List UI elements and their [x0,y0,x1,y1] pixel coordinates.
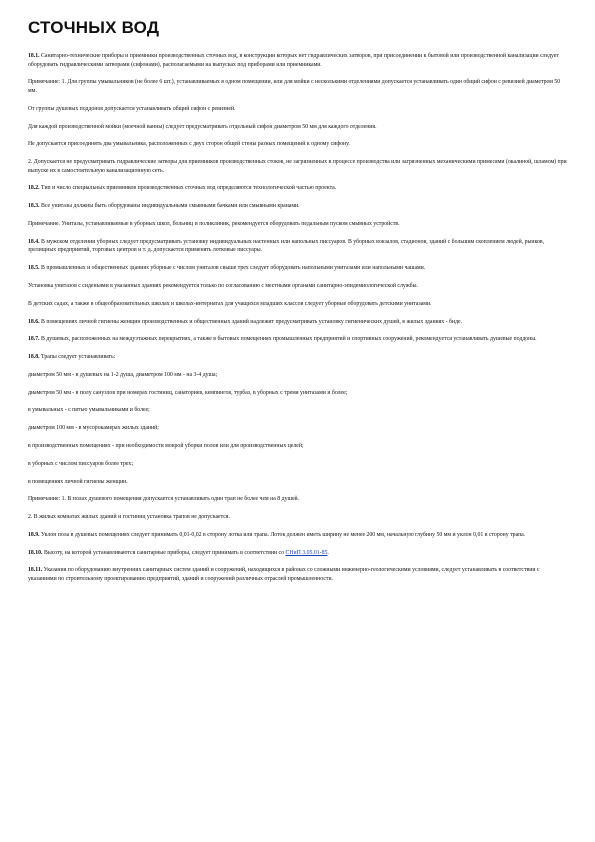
paragraph-text: Установка унитазов с сиденьями в указанных зданиях рекомендуется только по согласованию с местными органами санитарно-эпидемиологической службы. [28,282,418,289]
paragraph-text: в умывальных - с пятью умывальниками и более; [28,407,150,414]
paragraph-text: В промышленных и общественных зданиях уборные с числом унитазов свыше трех следует оборудовать напольными унитазами или напольными чашами. [39,265,426,272]
paragraph-text: в помещениях личной гигиены женщин. [28,478,128,485]
paragraph [28,566,568,583]
paragraph [28,123,568,132]
paragraph [28,495,568,504]
paragraph-text: диаметром 50 мм - в полу санузлов при номерах гостиниц, санаториев, кемпингов, турбаз, в уборных с тремя унитазами и более; [28,389,348,396]
section-number: 18.5. [28,265,40,272]
paragraph [28,52,568,69]
paragraph-text: Не допускается присоединять два умывальника, расположенных с двух сторон общей стены разных помещений к одному сифону. [28,141,350,148]
document-body [28,52,568,584]
paragraph [28,238,568,255]
paragraph-text: Все унитазы должны быть оборудованы индивидуальными смывными бачками или смывными кранами. [39,203,300,210]
paragraph-text: Примечание: 1. Для группы умывальников (не более 6 шт.), устанавливаемых в одном помещении, или для мойки с несколькими отделениями допускается устанавливать один общий сифон с ревизией диаметром 50 мм. [28,79,561,94]
section-number: 18.6. [28,318,40,325]
paragraph-text: Примечание: 1. В полах душевого помещения допускается устанавливать один трап не более чем на 8 душей. [28,496,300,503]
paragraph-text: 2. Допускается не предусматривать гидравлические затворы для приемников производственных стоков, не загрязненных в процессе производства или загрязненных механическими примесями (окалиной, шламом) при выпуске их в самостоятельную канализационную сеть. [28,159,567,174]
paragraph-text: В мужском отделении уборных следует предусматривать установку индивидуальных настенных или напольных писсуаров. В уборных вокзалов, стадионов, зданий с большим скоплением людей, рынков, зрелищных предприятий, торговых центров и т. д. допускается применять лотковые писсуары. [28,238,545,254]
paragraph-text: в производственных помещениях - при необходимости мокрой уборки полов или для производственных целей; [28,443,304,449]
section-number: 18.11. [28,567,43,574]
paragraph-text: Уклон пола в душевых помещениях следует принимать 0,01-0,02 в сторону лотка или трапа. Лоток должен иметь ширину не менее 200 мм, начальную глубину 50 мм и уклон 0,01 в сторону трапа. [39,531,526,538]
paragraph [28,478,568,487]
paragraph [28,78,568,95]
snip-reference-link[interactable]: СНиП 3.05.01-85 [285,549,328,556]
paragraph-text-end: . [327,549,329,556]
section-number: 18.10. [28,549,43,556]
paragraph [28,389,568,398]
paragraph-text: Трапы следует устанавливать: [39,354,116,361]
paragraph [28,318,568,327]
paragraph [28,353,568,362]
paragraph-text: В душевых, расположенных на междуэтажных перекрытиях, а также в бытовых помещениях промышленных предприятий и спортивных сооружений, рекомендуется устанавливать душевые поддоны. [39,336,537,343]
section-number: 18.3. [28,203,40,210]
paragraph [28,264,568,273]
paragraph-text: От группы душевых поддонов допускается устанавливать общий сифон с ревизией. [28,105,236,112]
paragraph [28,442,568,451]
paragraph-text: 2. В жилых комнатах жилых зданий и гостиниц установка трапов не допускается. [28,514,230,521]
paragraph [28,105,568,114]
section-number: 18.7. [28,336,40,343]
paragraph-text: Примечание. Унитазы, устанавливаемые в уборных школ, больниц и поликлиник, рекомендуется оборудовать педальным пуском смывных устройств. [28,221,400,228]
paragraph [28,202,568,211]
paragraph [28,406,568,415]
paragraph-text: Для каждой производственной мойки (моечной ванны) следует предусматривать отдельный сифон диаметром 50 мм для каждого отделения. [28,123,377,130]
paragraph [28,300,568,309]
page-title: СТОЧНЫХ ВОД [28,18,160,37]
paragraph [28,335,568,344]
paragraph-text: Указания по оборудованию внутренних санитарных систем зданий и сооружений, находящихся в районах со сложными инженерно-геологическими условиями, следует устанавливать в соответствии с указаниями по строительному проектированию предприятий, зданий и сооружений различных отраслей промышленности. [28,567,540,583]
paragraph [28,184,568,193]
paragraph [28,460,568,469]
section-number: 18.2. [28,185,40,192]
section-number: 18.4. [28,238,40,245]
paragraph-text: В помещениях личной гигиены женщин производственных и общественных зданий надлежит предусматривать установку гигиенических душей, в жилых зданиях - биде. [39,318,463,325]
paragraph [28,371,568,380]
paragraph [28,424,568,433]
paragraph-text: диаметром 50 мм - в душевых на 1-2 душа, диаметром 100 мм - на 3-4 душа; [28,371,218,378]
section-number: 18.9. [28,531,40,538]
paragraph-text: Тип и число специальных приемников производственных сточных вод определяются технологической частью проекта. [39,185,337,192]
paragraph-text: В детских садах, а также в общеобразовательных школах и школах-интернатах для учащихся младших классов следует уборные оборудовать детскими унитазами. [28,300,432,307]
paragraph-text: Высоту, на которой устанавливаются санитарные приборы, следует принимать в соответствии со [42,549,286,556]
paragraph-text: Санитарно-технические приборы и приемники производственных сточных вод, в конструкции которых нет гидравлических затворов, при присоединении к бытовой или производственной канализации следует оборудовать гидравлическими затворами (сифонами), располагаемыми на выпусках под приборами или приемниками. [28,53,559,68]
paragraph [28,513,568,522]
paragraph [28,140,568,149]
document-page [28,18,568,593]
paragraph [28,158,568,175]
paragraph [28,531,568,540]
paragraph [28,220,568,229]
paragraph [28,282,568,291]
section-number: 18.1. [28,53,40,59]
paragraph-text: в уборных с числом писсуаров более трех; [28,460,133,467]
paragraph-text: диаметром 100 мм - в мусорокамерах жилых зданий; [28,425,159,432]
paragraph [28,549,568,558]
section-number: 18.8. [28,354,40,361]
